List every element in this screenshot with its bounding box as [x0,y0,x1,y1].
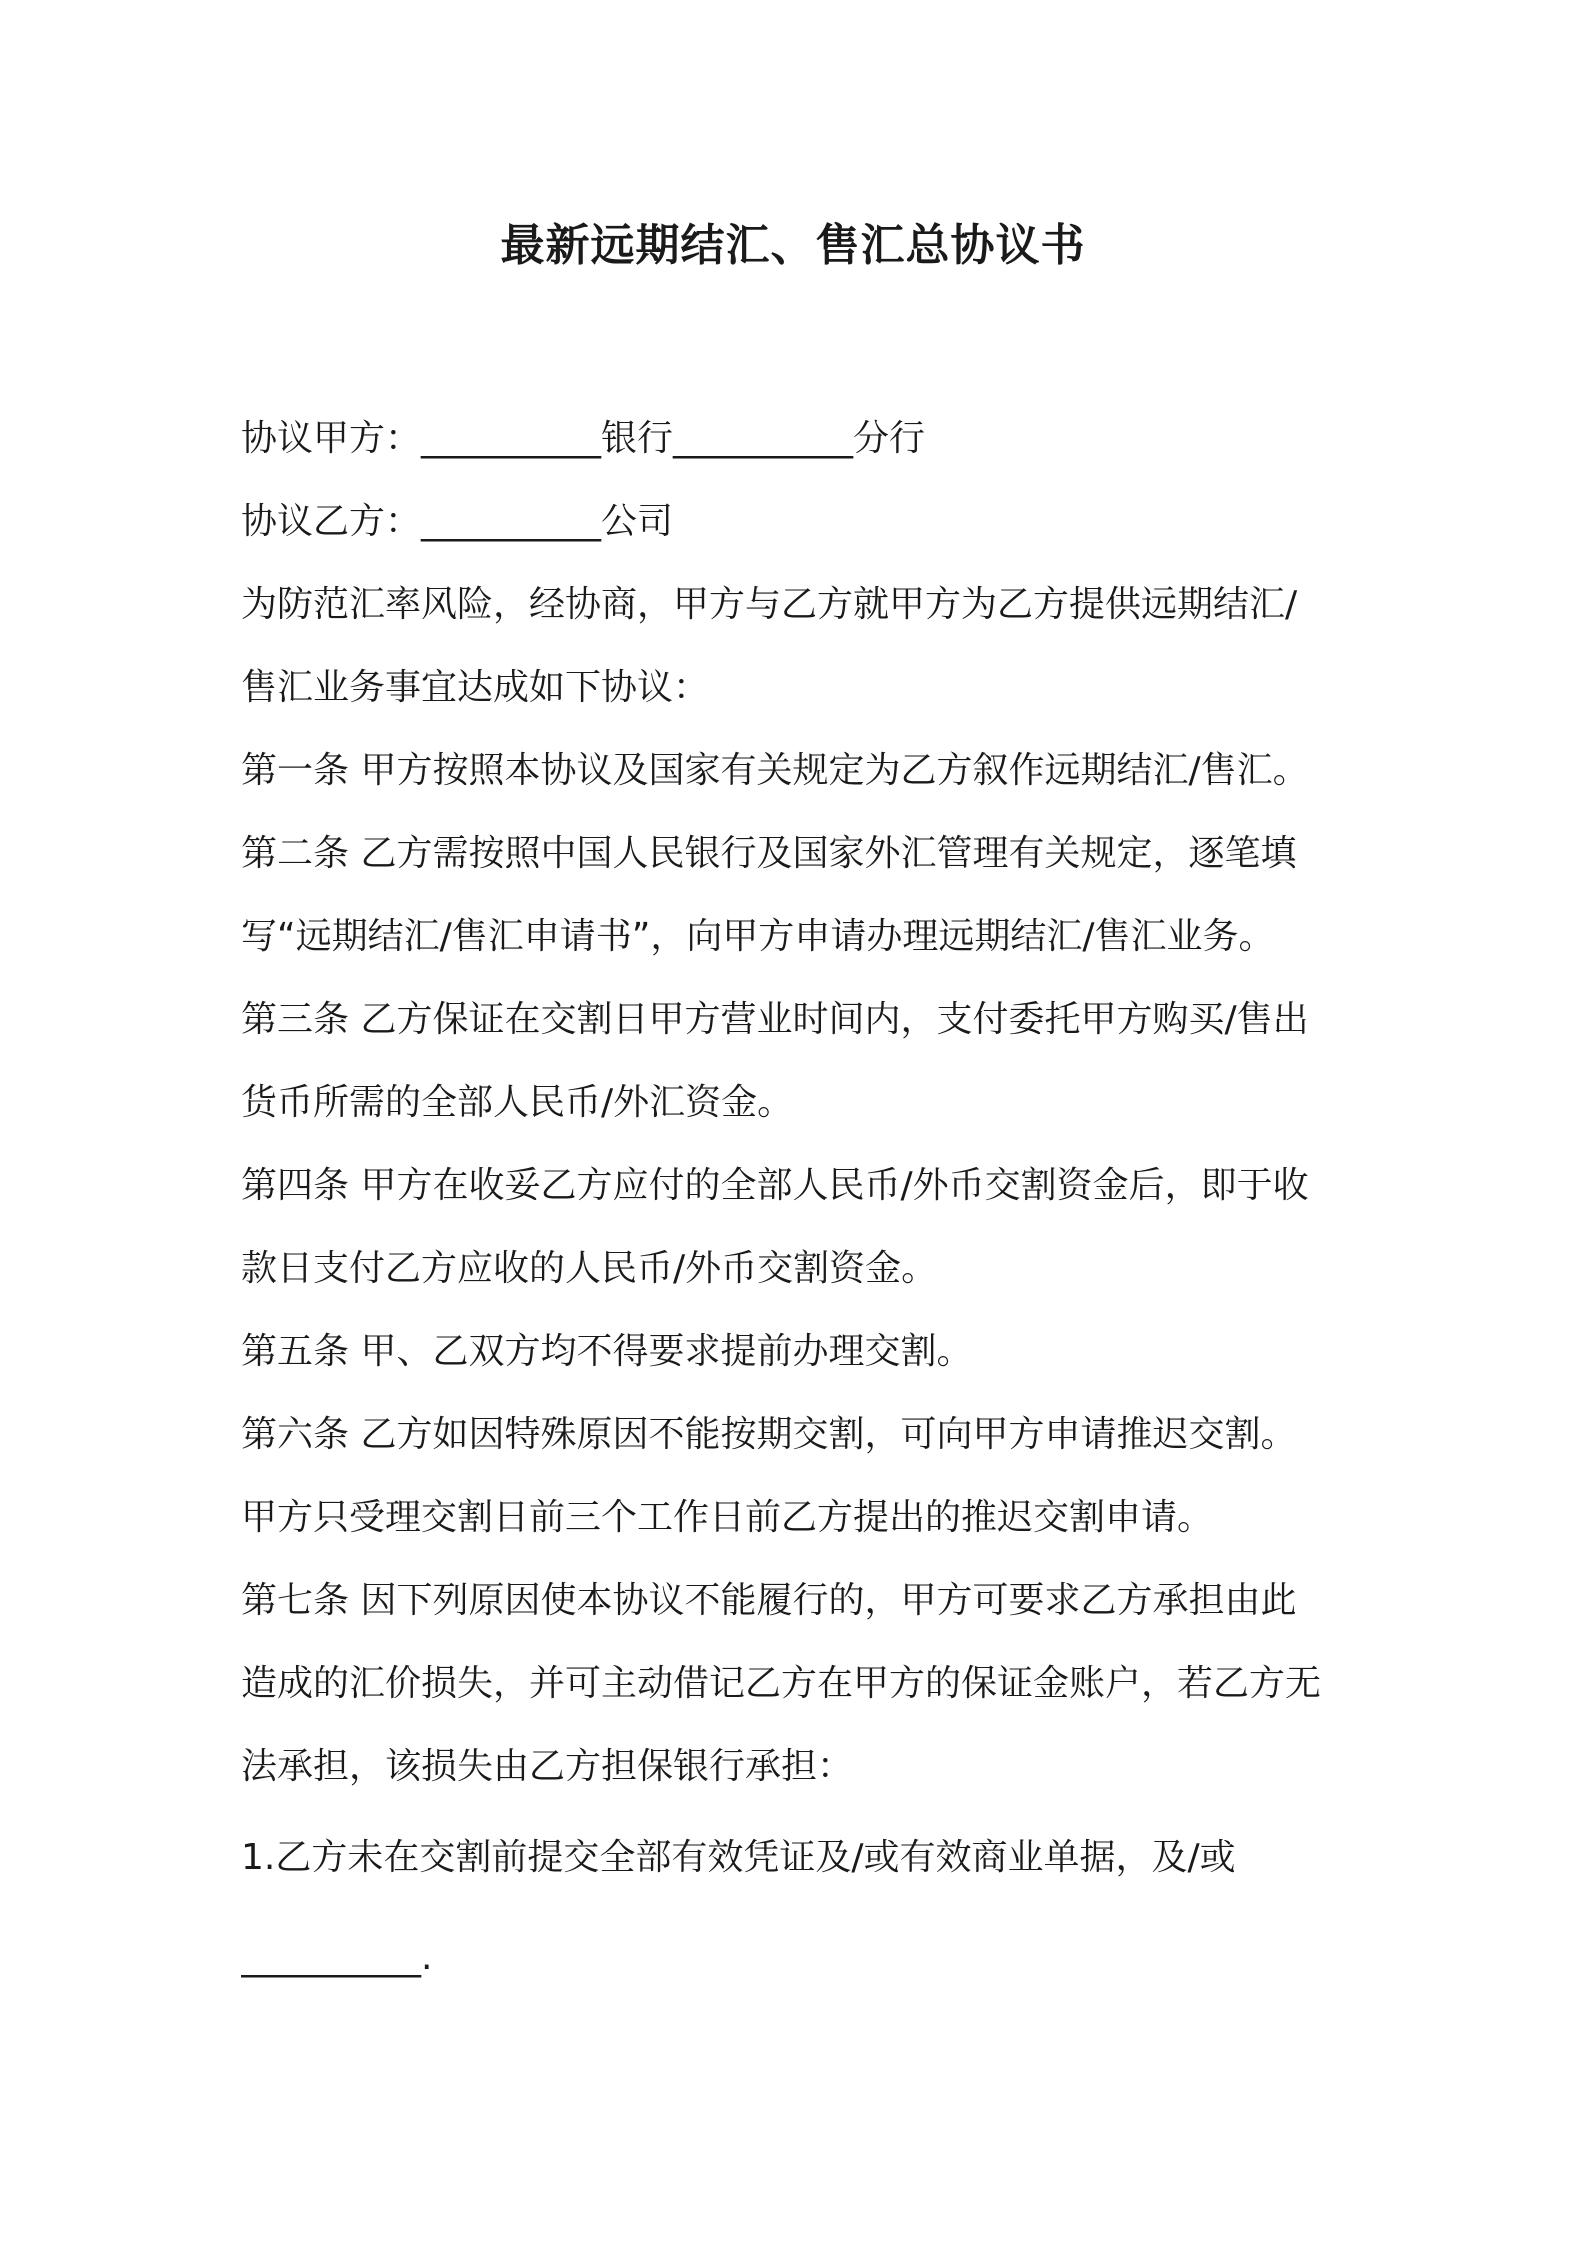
clause-1-line-1: 1.乙方未在交割前提交全部有效凭证及/或有效商业单据，及/或 [241,1837,1236,1878]
article-7-line-2: 造成的汇价损失，并可主动借记乙方在甲方的保证金账户，若乙方无 [241,1663,1322,1704]
document-title: 最新远期结汇、售汇总协议书 [500,220,1086,271]
article-4-line-2: 款日支付乙方应收的人民币/外币交割资金。 [241,1248,938,1289]
article-6-line-2: 甲方只受理交割日前三个工作日前乙方提出的推迟交割申请。 [241,1497,1214,1538]
preamble-line-1: 为防范汇率风险，经协商，甲方与乙方就甲方为乙方提供远期结汇/ [241,584,1298,625]
preamble-line-2: 售汇业务事宜达成如下协议： [241,667,710,708]
article-1-line-1: 第一条 甲方按照本协议及国家有关规定为乙方叙作远期结汇/售汇。 [241,750,1309,791]
article-3-line-1: 第三条 乙方保证在交割日甲方营业时间内，支付委托甲方购买/售出 [241,999,1309,1040]
party-a-line: 协议甲方：__________银行__________分行 [241,418,926,459]
party-b-line: 协议乙方：__________公司 [241,501,674,542]
article-4-line-1: 第四条 甲方在收妥乙方应付的全部人民币/外币交割资金后，即于收 [241,1165,1309,1206]
article-7-line-1: 第七条 因下列原因使本协议不能履行的，甲方可要求乙方承担由此 [241,1580,1297,1621]
article-2-line-1: 第二条 乙方需按照中国人民银行及国家外汇管理有关规定，逐笔填 [241,833,1297,874]
article-2-line-2: 写“远期结汇/售汇申请书”，向甲方申请办理远期结汇/售汇业务。 [241,916,1275,957]
article-3-line-2: 货币所需的全部人民币/外汇资金。 [241,1082,794,1123]
article-5-line-1: 第五条 甲、乙双方均不得要求提前办理交割。 [241,1331,973,1372]
clause-1-line-2: __________. [241,1937,433,1978]
article-6-line-1: 第六条 乙方如因特殊原因不能按期交割，可向甲方申请推迟交割。 [241,1414,1297,1455]
article-7-line-3: 法承担，该损失由乙方担保银行承担： [241,1746,854,1787]
